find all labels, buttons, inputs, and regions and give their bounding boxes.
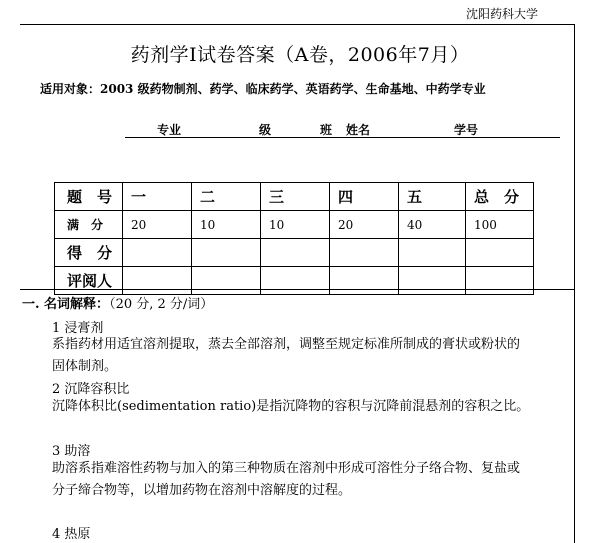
score-cell — [466, 239, 534, 267]
right-margin-rule — [574, 24, 575, 543]
term-title: 2 沉降容积比 — [52, 382, 130, 397]
score-cell — [261, 239, 330, 267]
definition-line: 分子缔合物等，以增加药物在溶剂中溶解度的过程。 — [52, 483, 352, 498]
name-label: 姓名 — [346, 123, 371, 137]
header-cell: 五 — [399, 183, 466, 211]
score-cell — [192, 239, 261, 267]
row-label: 评阅人 — [55, 267, 123, 295]
score-cell — [123, 267, 192, 295]
score-cell — [399, 267, 466, 295]
score-cell — [399, 239, 466, 267]
section-note: （20 分, 2 分/词） — [109, 297, 214, 312]
info-underline — [125, 137, 560, 138]
score-table — [54, 182, 534, 295]
exam-title: 药剂学Ⅰ试卷答案（A卷，2006年7月） — [130, 44, 470, 66]
row-label: 得 分 — [55, 239, 123, 267]
score-header-row — [55, 183, 534, 211]
definition-text — [52, 334, 572, 378]
section-heading — [22, 293, 213, 312]
header-cell: 一 — [123, 183, 192, 211]
applicable-scope: 适用对象：2003 级药物制剂、药学、临床药学、英语药学、生命基地、中药学专业 — [40, 82, 486, 96]
full-score-row — [55, 211, 534, 239]
header-cell: 三 — [261, 183, 330, 211]
definition-line: 系指药材用适宜溶剂提取，蒸去全部溶剂，调整至规定标准所制成的膏状或粉状的 — [52, 337, 521, 352]
definition-text — [52, 396, 572, 418]
term-title: 3 助溶 — [52, 444, 91, 459]
score-cell — [123, 239, 192, 267]
row-label: 满 分 — [55, 211, 123, 239]
header-cell: 总 分 — [466, 183, 534, 211]
student-id-label: 学号 — [454, 123, 479, 137]
score-cell: 20 — [330, 211, 399, 239]
definition-line: 固体制剂。 — [52, 359, 118, 374]
score-cell: 20 — [123, 211, 192, 239]
header-cell: 题 号 — [55, 183, 123, 211]
definition-text — [52, 458, 572, 502]
score-cell: 10 — [192, 211, 261, 239]
score-cell — [330, 239, 399, 267]
top-rule — [20, 24, 575, 25]
score-cell: 100 — [466, 211, 534, 239]
score-cell — [330, 267, 399, 295]
grade-label: 级 — [259, 123, 272, 137]
obtained-score-row — [55, 239, 534, 267]
term-title: 1 浸膏剂 — [52, 321, 104, 336]
reviewer-row — [55, 267, 534, 295]
score-cell — [466, 267, 534, 295]
score-cell: 40 — [399, 211, 466, 239]
score-cell: 10 — [261, 211, 330, 239]
class-label: 班 — [320, 123, 333, 137]
header-cell: 二 — [192, 183, 261, 211]
term-title: 4 热原 — [52, 527, 91, 542]
definition-line: 沉降体积比(sedimentation ratio)是指沉降物的容积与沉降前混悬剂的容积之比。 — [52, 399, 530, 414]
university-name: 沈阳药科大学 — [465, 7, 538, 21]
score-cell — [192, 267, 261, 295]
section-divider — [20, 289, 575, 290]
score-cell — [261, 267, 330, 295]
definition-line: 助溶系指难溶性药物与加入的第三种物质在溶剂中形成可溶性分子络合物、复盐或 — [52, 461, 521, 476]
header-cell: 四 — [330, 183, 399, 211]
major-label: 专业 — [157, 123, 182, 137]
section-title: 一. 名词解释： — [22, 297, 110, 312]
